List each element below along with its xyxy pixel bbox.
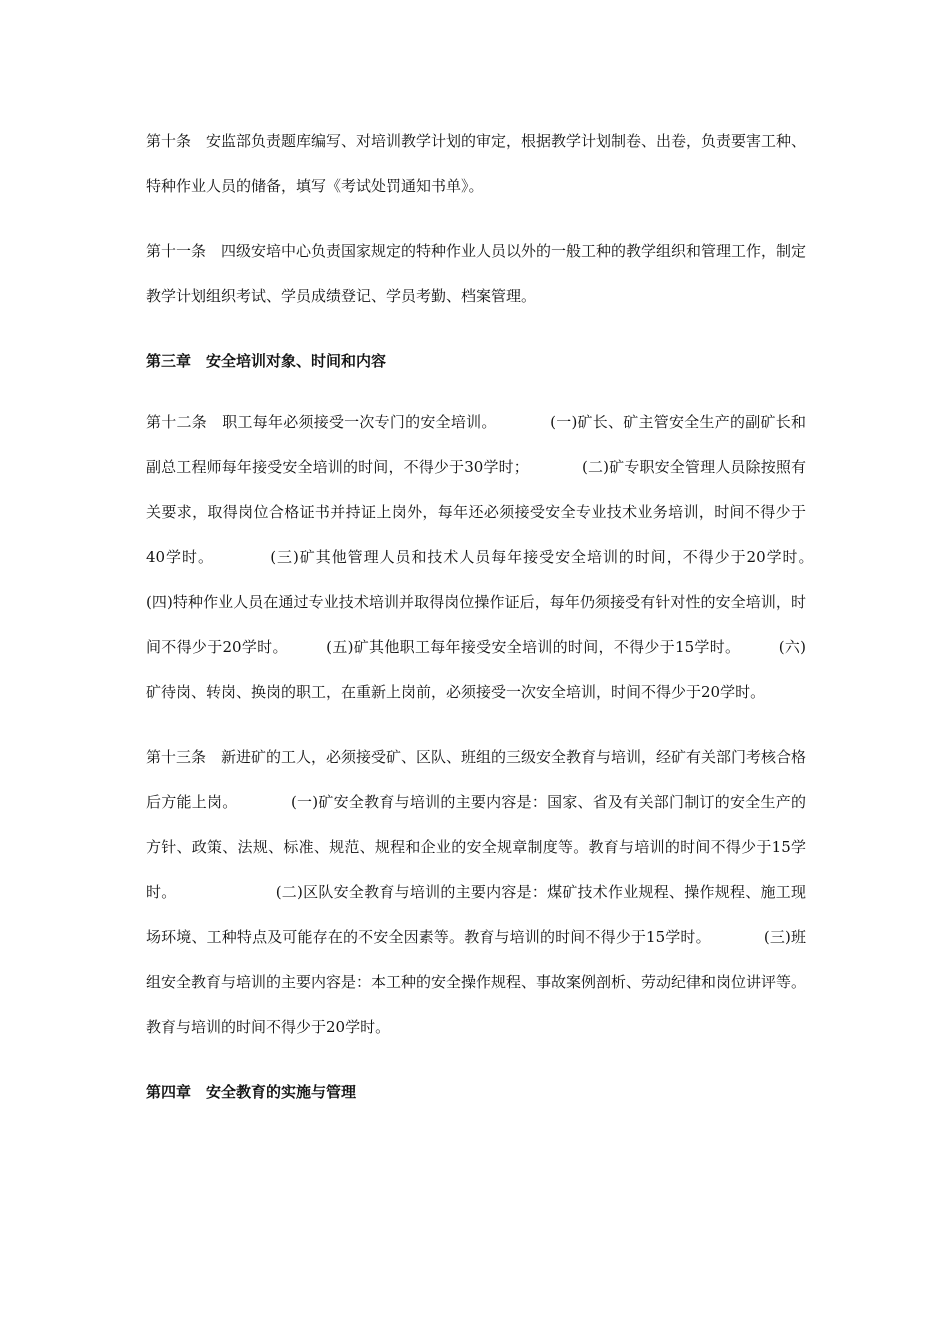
article-12: 第十二条 职工每年必须接受一次专门的安全培训。 (一)矿长、矿主管安全生产的副矿长和副总工程师每年接受安全培训的时间，不得少于30学时； (二)矿专职安全管理人员除按照有关要求，取得岗位合格证书并持证上岗外，每年还必须接受安全专业技术业务培训，时间不得少于40学时。 (三)矿其他管理人员和技术人员每年接受安全培训的时间，不得少于20学时。 (四)特种作业人员在通过专业技术培训并取得岗位操作证后，每年仍须接受有针对性的安全培训，时间不得少于20学时。 (五)矿其他职工每年接受安全培训的时间，不得少于15学时。 (六)矿待岗、转岗、换岗的职工，在重新上岗前，必须接受一次安全培训，时间不得少于20学时。: [146, 413, 912, 701]
article-13: 第十三条 新进矿的工人，必须接受矿、区队、班组的三级安全教育与培训，经矿有关部门考核合格后方能上岗。 (一)矿安全教育与培训的主要内容是：国家、省及有关部门制订的安全生产的方针、政策、法规、标准、规范、规程和企业的安全规章制度等。教育与培训的时间不得少于15学时。 (二)区队安全教育与培训的主要内容是：煤矿技术作业规程、操作规程、施工现场环境、工种特点及可能存在的不安全因素等。教育与培训的时间不得少于15学时。 (三)班组安全教育与培训的主要内容是：本工种的安全操作规程、事故案例剖析、劳动纪律和岗位讲评等。教育与培训的时间不得少于20学时。: [146, 748, 807, 1036]
article-10: 第十条 安监部负责题库编写、对培训教学计划的审定，根据教学计划制卷、出卷，负责要害工种、特种作业人员的储备，填写《考试处罚通知书单》。: [146, 132, 807, 195]
document-body: [146, 119, 912, 1131]
chapter-3-heading: 第三章 安全培训对象、时间和内容: [146, 352, 387, 370]
chapter-4-heading: 第四章 安全教育的实施与管理: [146, 1083, 357, 1101]
article-11: 第十一条 四级安培中心负责国家规定的特种作业人员以外的一般工种的教学组织和管理工作，制定教学计划组织考试、学员成绩登记、学员考勤、档案管理。: [146, 242, 807, 305]
